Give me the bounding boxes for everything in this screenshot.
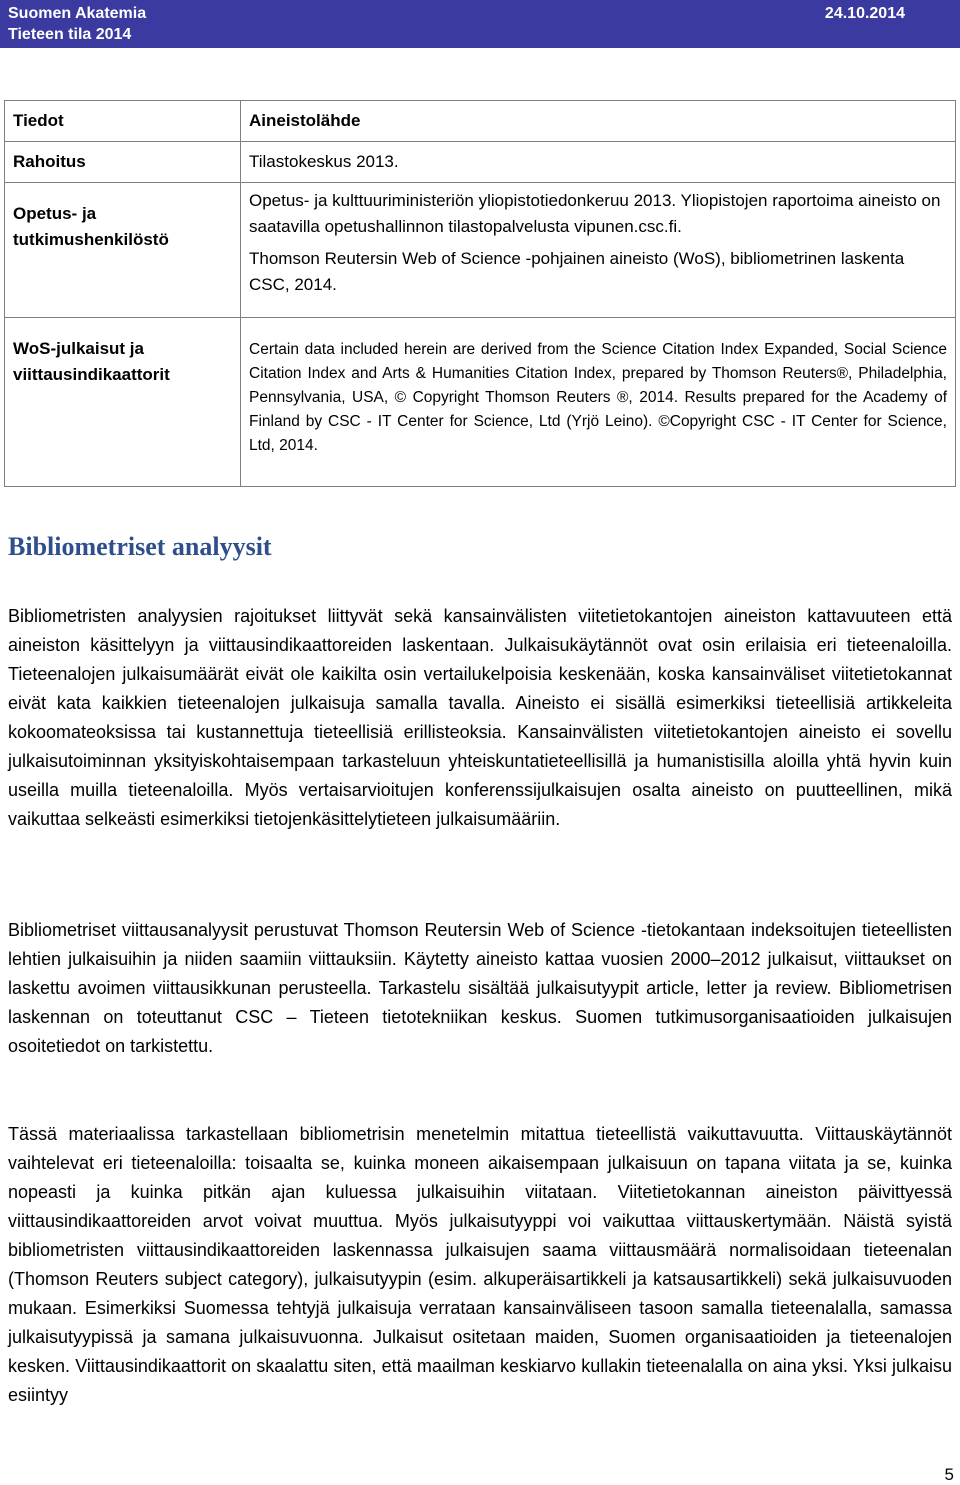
row-label-rahoitus: Rahoitus bbox=[5, 142, 241, 183]
row-label-wos: WoS-julkaisut ja viittausindikaattorit bbox=[5, 318, 241, 487]
page-number: 5 bbox=[944, 1465, 954, 1484]
table-header-row bbox=[5, 101, 956, 142]
source-text: Thomson Reutersin Web of Science -pohjainen aineisto (WoS), bibliometrinen laskenta CSC, 2014. bbox=[249, 249, 905, 294]
table-row bbox=[5, 318, 956, 487]
section-heading: Bibliometriset analyysit bbox=[8, 532, 272, 561]
row-source-wos: Certain data included herein are derived from the Science Citation Index Expanded, Social Science Citation Index and Arts & Humanities Citation Index, prepared by Thomson Reuters®, Philadelphia, Pennsylvania, USA, © Copyright Thomson Reuters ®, 2014. Results prepared for the Academy of Finland by CSC - IT Center for Science, Ltd (Yrjö Leino). ©Copyright CSC - IT Center for Science, Ltd, 2014. bbox=[241, 318, 956, 487]
header-date: 24.10.2014 bbox=[824, 5, 905, 22]
body-paragraph bbox=[8, 916, 952, 1061]
source-text: Opetus- ja kulttuuriministeriön yliopistotiedonkeruu 2013. Yliopistojen raportoima aineisto on saatavilla opetushallinnon tilastopalvelusta vipunen.csc.fi. bbox=[249, 191, 941, 236]
paragraph-text: Tässä materiaalissa tarkastellaan bibliometrisin menetelmin mitattua tieteellistä vaikuttavuutta. Viittauskäytännöt vaihtelevat eri tieteenaloilla: toisaalta se, kuinka moneen aikaisempaan julkaisuun on tapana viitata ja se, kuinka nopeasti ja kuinka pitkän ajan kuluessa julkaisuihin viitataan. Viitetietokannan aineiston päivittyessä viittausindikaattoreiden arvot voivat muuttua. Myös julkaisutyyppi voi vaikuttaa viittauskertymään. Näistä syistä bibliometristen viittausindikaattoreiden laskennassa julkaisujen saama viittausmäärä normalisoidaan tieteenalan (Thomson Reuters subject category), julkaisutyypin (esim. alkuperäisartikkeli ja katsausartikkeli) sekä julkaisuvuoden mukaan. Esimerkiksi Suomessa tehtyjä julkaisuja verrataan kansainväliseen tasoon samalla tieteenalalla, samassa julkaisutyypissä ja samana julkaisuvuonna. Julkaisut ositetaan maiden, Suomen organisaatioiden ja tieteenalojen kesken. Viittausindikaattorit on skaalattu siten, että maailman keskiarvo kullakin tieteenalalla on aina yksi. Yksi julkaisu esiintyy bbox=[8, 1124, 952, 1405]
table-row bbox=[5, 142, 956, 183]
row-source-henkilosto bbox=[241, 183, 956, 318]
data-sources-table bbox=[4, 100, 956, 487]
row-label-henkilosto: Opetus- ja tutkimushenkilöstö bbox=[5, 183, 241, 318]
header-left bbox=[8, 3, 146, 45]
column-header-tiedot: Tiedot bbox=[5, 101, 241, 142]
table-row bbox=[5, 183, 956, 318]
column-header-aineistolahde: Aineistolähde bbox=[241, 101, 956, 142]
paragraph-text: Bibliometristen analyysien rajoitukset liittyvät sekä kansainvälisten viitetietokantojen aineiston kattavuuteen että aineiston käsittelyyn ja viittausindikaattoreiden laskentaan. Julkaisukäytännöt ovat osin erilaisia eri tieteenaloilla. Tieteenalojen julkaisumäärät eivät ole kaikilta osin vertailukelpoisia keskenään, koska kansainväliset viitetietokannat eivät kata kaikkien tieteenalojen julkaisuja samalla tavalla. Aineisto ei sisällä esimerkiksi tieteellisiä artikkeleita kokoomateoksissa tai kustannettuja tieteellisiä erillisteoksia. Kansainvälisten viitetietokantojen aineisto ei sovellu julkaisutoiminnan yksityiskohtaisempaan tarkasteluun yhteiskuntatieteellisillä ja humanistisilla aloilla yhtä hyvin kuin useilla muilla tieteenaloilla. Myös vertaisarvioitujen konferenssijulkaisujen osalta aineisto on puutteellinen, mikä vaikuttaa selkeästi esimerkiksi tietojenkäsittelytieteen julkaisumääriin. bbox=[8, 606, 952, 829]
report-title: Tieteen tila 2014 bbox=[8, 26, 132, 43]
paragraph-text: Bibliometriset viittausanalyysit perustuvat Thomson Reutersin Web of Science -tietokantaan indeksoitujen tieteellisten lehtien julkaisuihin ja niiden saamiin viittauksiin. Käytetty aineisto kattaa vuosien 2000–2012 julkaisut, viittaukset on laskettu avoimen viittausikkunan perusteella. Tarkastelu sisältää julkaisutyypit article, letter ja review. Bibliometrisen laskennan on toteuttanut CSC – Tieteen tietotekniikan keskus. Suomen tutkimusorganisaatioiden julkaisujen osoitetiedot on tarkistettu. bbox=[8, 920, 952, 1056]
organization-name: Suomen Akatemia bbox=[8, 5, 147, 22]
row-source-rahoitus: Tilastokeskus 2013. bbox=[241, 142, 956, 183]
body-paragraph bbox=[8, 1120, 952, 1410]
page-header bbox=[0, 0, 960, 48]
body-paragraph bbox=[8, 602, 952, 834]
